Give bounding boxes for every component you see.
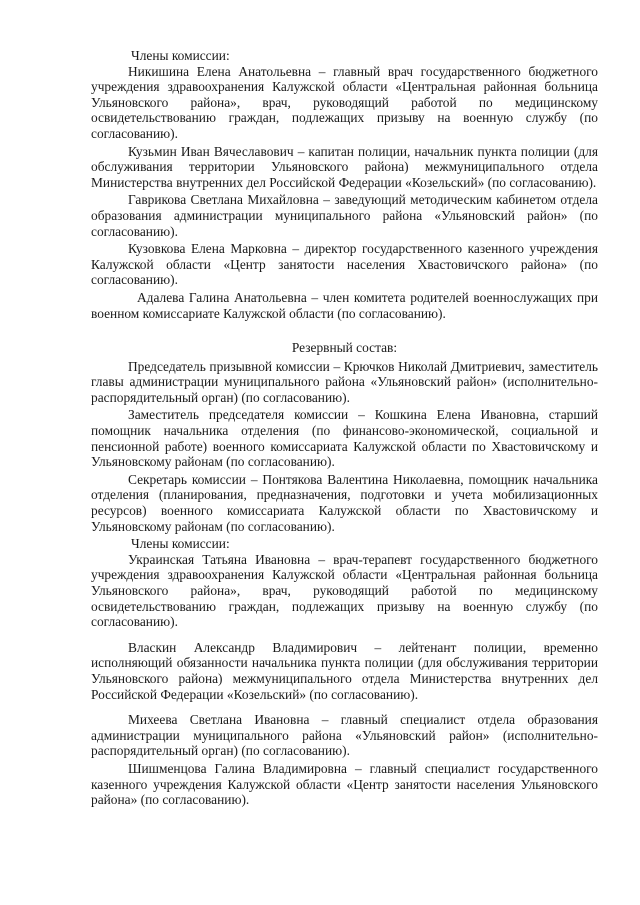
reserve-members-heading: Члены комиссии: — [131, 536, 230, 552]
reserve-member-paragraph: Власкин Александр Владимирович – лейтенант полиции, временно исполняющий обязанности начальника пункта полиции (для обслуживания территории Ульяновского района) межмуниципального отдела Министерства внутренних дел Российской Федерации «Козельский» (по согласованию). — [91, 639, 598, 702]
reserve-member-paragraph: Михеева Светлана Ивановна – главный специалист отдела образования администрации муниципального района «Ульяновский район» (исполнительно-распорядительный орган) (по согласованию). — [91, 712, 598, 759]
reserve-paragraph: Председатель призывной комиссии – Крючков Николай Дмитриевич, заместитель главы администрации муниципального района «Ульяновский район» (исполнительно-распорядительный орган) (по согласованию). — [91, 358, 598, 405]
member-paragraph: Кузовкова Елена Марковна – директор государственного казенного учреждения Калужской области «Центр занятости населения Хвастовичского района» (по согласованию). — [91, 241, 598, 288]
member-paragraph: Адалева Галина Анатольевна – член комитета родителей военнослужащих при военном комиссариате Калужской области (по согласованию). — [91, 289, 598, 321]
member-paragraph: Никишина Елена Анатольевна – главный врач государственного бюджетного учреждения здравоохранения Калужской области «Центральная районная больница Ульяновского района», врач, руководящий работой по медицинскому освидетельствованию граждан, подлежащих призыву на военную службу (по согласованию). — [91, 63, 598, 141]
members-heading: Члены комиссии: — [131, 48, 230, 63]
reserve-member-paragraph: Шишменцова Галина Владимировна – главный специалист государственного казенного учреждения Калужской области «Центр занятости населения Ульяновского района» (по согласованию). — [91, 760, 598, 808]
reserve-member-paragraph: Украинская Татьяна Ивановна – врач-терапевт государственного бюджетного учреждения здравоохранения Калужской области «Центральная районная больница Ульяновского района», врач, руководящий работой по медицинскому освидетельствованию граждан, подлежащих призыву на военную службу (по согласованию). — [91, 551, 598, 630]
member-paragraph: Гаврикова Светлана Михайловна – заведующий методическим кабинетом отдела образования администрации муниципального района «Ульяновский район» (по согласованию). — [91, 192, 598, 239]
reserve-paragraph: Секретарь комиссии – Понтякова Валентина Николаевна, помощник начальника отделения (планирования, предназначения, подготовки и учета мобилизационных ресурсов) военного комиссариата Калужской области по Хвастовичскому и Ульяновскому районам (по согласованию). — [91, 471, 598, 534]
member-paragraph: Кузьмин Иван Вячеславович – капитан полиции, начальник пункта полиции (для обслуживания территории Ульяновского района) межмуниципального отдела Министерства внутренних дел Российской Федерации «Козельский» (по согласованию). — [91, 143, 598, 190]
document-body — [91, 48, 598, 810]
reserve-heading: Резервный состав: — [291, 340, 398, 356]
reserve-paragraph: Заместитель председателя комиссии – Кошкина Елена Ивановна, старший помощник начальника отделения (по финансово-экономической, социальной и пенсионной работе) военного комиссариата Калужской области по Хвастовичскому и Ульяновскому районам (по согласованию). — [91, 407, 598, 470]
